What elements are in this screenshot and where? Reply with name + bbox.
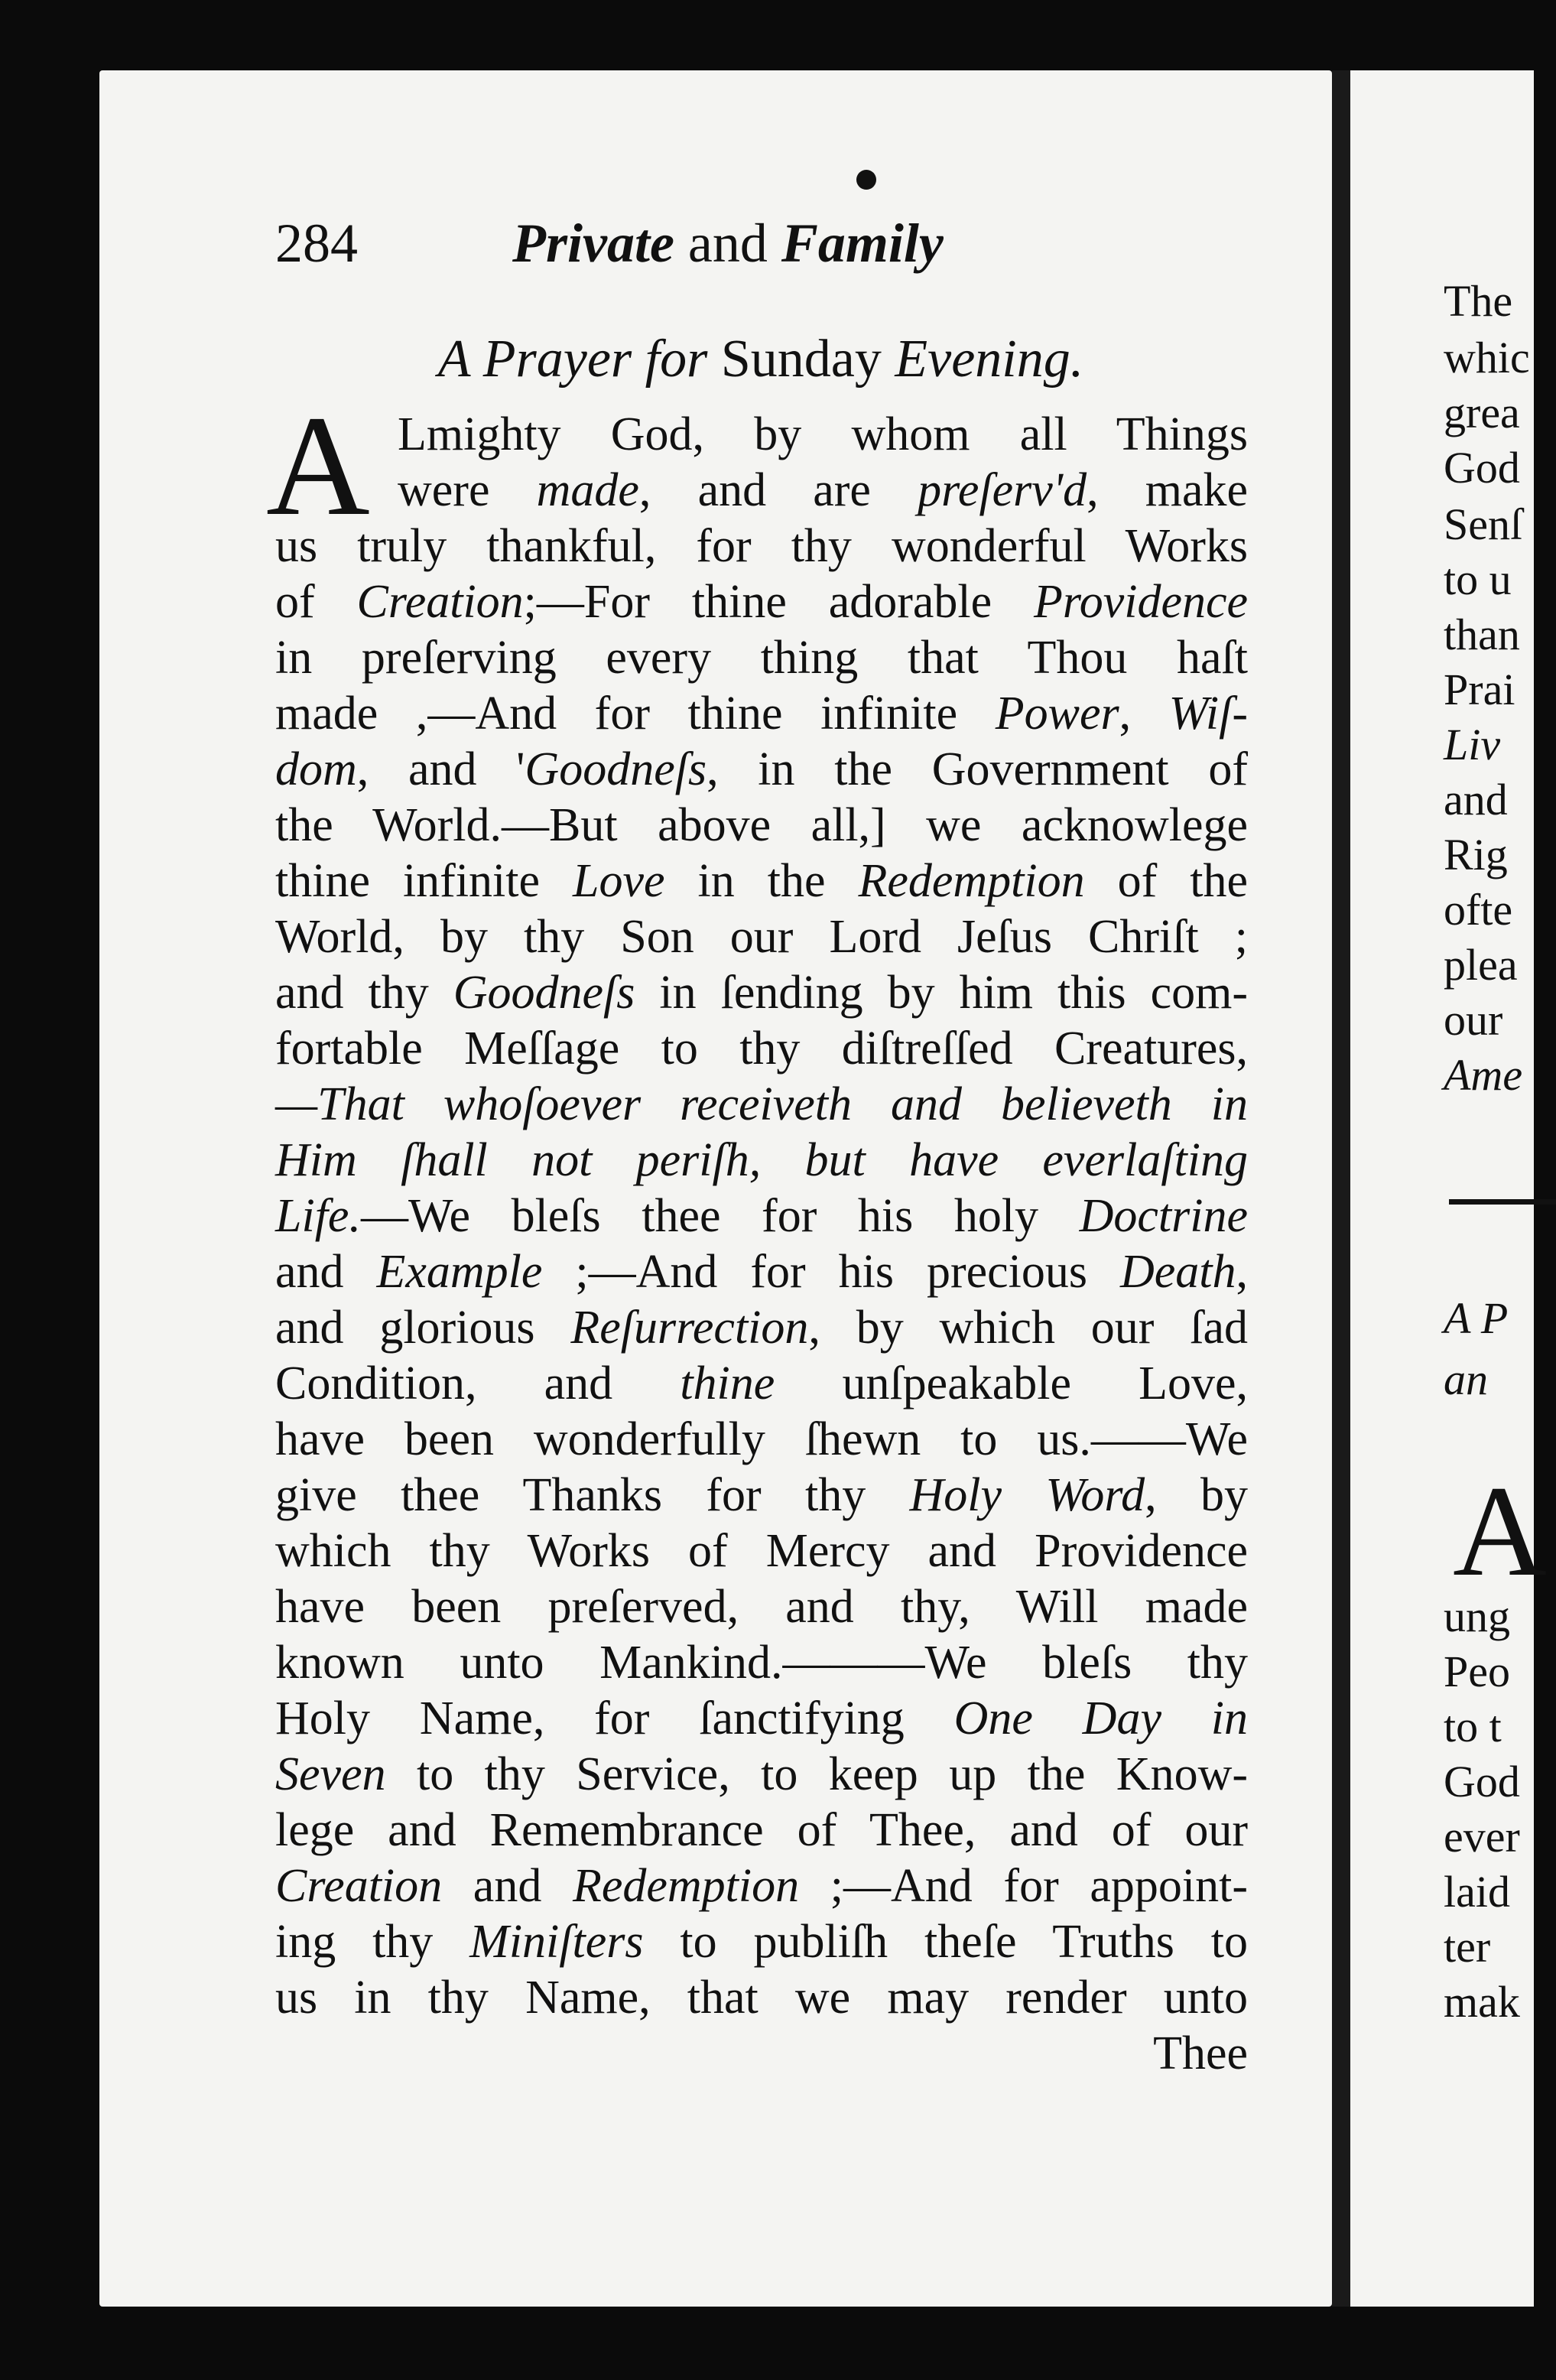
right-page-fragment: to t [1444, 1702, 1502, 1751]
running-head [512, 205, 944, 281]
text-segment: Wiſ- [1168, 688, 1248, 740]
text-segment: and [442, 1860, 573, 1912]
right-page-fragment: ever [1444, 1812, 1520, 1861]
prayer-title [275, 321, 1246, 398]
right-page-fragment: God [1444, 1757, 1520, 1806]
text-segment: and [275, 1246, 377, 1298]
text-segment: in ſending by him this com- [635, 967, 1248, 1019]
text-line [275, 1077, 1248, 1133]
text-segment: ;—And for appoint- [799, 1860, 1248, 1912]
text-segment: Goodneſs [453, 967, 635, 1019]
text-line [275, 1803, 1248, 1858]
text-segment: of [275, 576, 357, 628]
text-segment: dom [275, 743, 357, 795]
title-part1: A Prayer for [437, 330, 708, 389]
text-segment: to thy Service, to keep up the Know- [385, 1748, 1248, 1800]
text-line [275, 1021, 1248, 1077]
right-drop-cap: A [1453, 1459, 1547, 1603]
text-segment: Doctrine [1079, 1190, 1248, 1242]
text-segment: thine [680, 1357, 775, 1409]
right-page-fragment: Prai [1444, 665, 1515, 714]
text-line [275, 1914, 1248, 1970]
text-segment: have been wonderfully ſhewn to us.——We [275, 1413, 1248, 1465]
page-number: 284 [275, 213, 358, 274]
text-segment: , [1119, 688, 1169, 740]
text-segment: , make [1087, 464, 1249, 516]
text-line [275, 1691, 1248, 1747]
text-segment: of the [1084, 855, 1248, 907]
text-line [275, 1244, 1248, 1300]
text-line [275, 407, 1248, 463]
running-head-part1: Private [512, 213, 674, 274]
right-page-fragment: plea [1444, 940, 1518, 990]
right-page-fragment: A P [1444, 1293, 1509, 1343]
right-page-fragment: God [1444, 443, 1520, 493]
text-line [275, 798, 1248, 853]
text-line [275, 1747, 1248, 1803]
text-segment: Holy Name, for ſanctifying [275, 1692, 954, 1744]
right-page-fragment: an [1444, 1354, 1488, 1404]
text-segment: ;—For thine adorable [523, 576, 1034, 628]
text-segment: World, by thy Son our Lord Jeſus Chriſt ; [275, 911, 1248, 963]
running-head-part2: and [674, 213, 781, 274]
text-line [275, 1579, 1248, 1635]
right-page-fragment: Rig [1444, 830, 1508, 879]
right-page-fragment: ofte [1444, 885, 1513, 935]
right-page-fragment: ter [1444, 1922, 1491, 1972]
right-page-fragment: Liv [1444, 720, 1501, 769]
text-line [275, 1635, 1248, 1691]
text-segment: , and ' [356, 743, 525, 795]
text-segment: Providence [1034, 576, 1248, 628]
text-segment: in preſerving every thing that Thou haſt [275, 632, 1248, 684]
text-segment: One Day in [953, 1692, 1248, 1744]
text-segment: Life. [275, 1190, 361, 1242]
right-page-fragment: laid [1444, 1867, 1510, 1917]
text-segment: —We bleſs thee for his holy [360, 1190, 1080, 1242]
text-segment: and glorious [275, 1302, 571, 1354]
ink-dot [856, 170, 876, 190]
text-line [275, 686, 1248, 742]
text-line [275, 965, 1248, 1021]
text-segment: preſerv'd [918, 464, 1087, 516]
section-rule [1449, 1199, 1556, 1205]
text-segment: in the [664, 855, 859, 907]
right-page-fragment: Ame [1444, 1050, 1523, 1100]
text-line [275, 1188, 1248, 1244]
catchword: Thee [1153, 2027, 1248, 2079]
text-segment: the World.—But above all,] we acknowlege [275, 799, 1248, 851]
text-line [275, 742, 1248, 798]
book-gutter [1332, 70, 1350, 2307]
text-segment: Death [1119, 1246, 1236, 1298]
text-segment: us truly thankful, for thy wonderful Works [275, 520, 1248, 572]
text-segment: Example [376, 1246, 543, 1298]
text-segment: Seven [275, 1748, 386, 1800]
text-segment: made [536, 464, 639, 516]
text-line [275, 463, 1248, 519]
text-segment: Power [995, 688, 1119, 740]
text-segment: Holy Word [909, 1469, 1145, 1521]
text-segment: Redemption [572, 1860, 800, 1912]
text-segment: ing thy [275, 1916, 470, 1968]
text-segment: which thy Works of Mercy and Providence [275, 1525, 1248, 1577]
text-segment: , by [1145, 1469, 1248, 1521]
title-part3: Evening. [895, 330, 1084, 389]
text-segment: to publiſh theſe Truths to [643, 1916, 1248, 1968]
right-page-fragment: than [1444, 610, 1520, 659]
right-page-fragment: ung [1444, 1592, 1510, 1641]
text-segment: give thee Thanks for thy [275, 1469, 910, 1521]
right-page-fragment: mak [1444, 1977, 1520, 2027]
text-line [275, 853, 1248, 909]
text-segment: Condition, and [275, 1357, 681, 1409]
right-page-fragment: Peo [1444, 1647, 1510, 1696]
text-line [275, 630, 1248, 686]
text-line [275, 1133, 1248, 1188]
text-line [275, 1412, 1248, 1468]
right-page-fragment: and [1444, 775, 1508, 824]
text-segment: Him ſhall not periſh, but have everlaſting [275, 1134, 1248, 1186]
right-page-fragment: Senſ [1444, 499, 1523, 549]
text-segment: and thy [275, 967, 453, 1019]
text-segment: made ,—And for thine infinite [275, 688, 996, 740]
text-segment: were [398, 464, 537, 516]
text-segment: —That whoſoever receiveth and believeth in [275, 1078, 1248, 1130]
right-page-fragment: whic [1444, 333, 1530, 382]
prayer-body [266, 385, 1249, 2082]
text-segment: , by which our ſad [808, 1302, 1248, 1354]
text-line [275, 1858, 1248, 1914]
text-line [275, 1523, 1248, 1579]
text-line [275, 574, 1248, 630]
text-segment: lege and Remembrance of Thee, and of our [275, 1804, 1248, 1856]
running-head-part3: Family [781, 213, 944, 274]
text-segment: fortable Meſſage to thy diſtreſſed Creatures, [275, 1023, 1248, 1075]
text-segment: thine infinite [275, 855, 573, 907]
text-segment: Goodneſs [525, 743, 707, 795]
text-segment: Creation [275, 1860, 443, 1912]
text-segment: Redemption [858, 855, 1085, 907]
text-segment: us in thy Name, that we may render unto [275, 1972, 1248, 2024]
right-page-fragment: grea [1444, 388, 1520, 437]
drop-cap: A [266, 385, 370, 545]
text-segment: Creation [356, 576, 524, 628]
right-page-fragment: our [1444, 995, 1503, 1045]
text-segment: Miniſters [469, 1916, 644, 1968]
text-segment: Reſurrection [570, 1302, 809, 1354]
text-segment: , [1236, 1246, 1248, 1298]
text-segment: have been preſerved, and thy, Will made [275, 1581, 1248, 1633]
text-line [275, 1468, 1248, 1523]
right-page-fragment: to u [1444, 554, 1512, 604]
text-segment: Love [573, 855, 665, 907]
text-segment: , in the Government of [707, 743, 1248, 795]
text-line [275, 1300, 1248, 1356]
text-line [275, 519, 1248, 574]
text-segment: unſpeakable Love, [775, 1357, 1248, 1409]
title-part2: Sunday [707, 330, 895, 389]
text-line [275, 1356, 1248, 1412]
text-segment: , and are [638, 464, 918, 516]
text-segment: ;—And for his precious [542, 1246, 1120, 1298]
page-header [275, 205, 1254, 281]
right-page-fragment: The [1444, 276, 1513, 326]
text-segment: Lmighty God, by whom all Things [398, 408, 1248, 460]
text-line [275, 909, 1248, 965]
text-segment: known unto Mankind.———We bleſs thy [275, 1637, 1248, 1689]
text-line [275, 1970, 1248, 2026]
